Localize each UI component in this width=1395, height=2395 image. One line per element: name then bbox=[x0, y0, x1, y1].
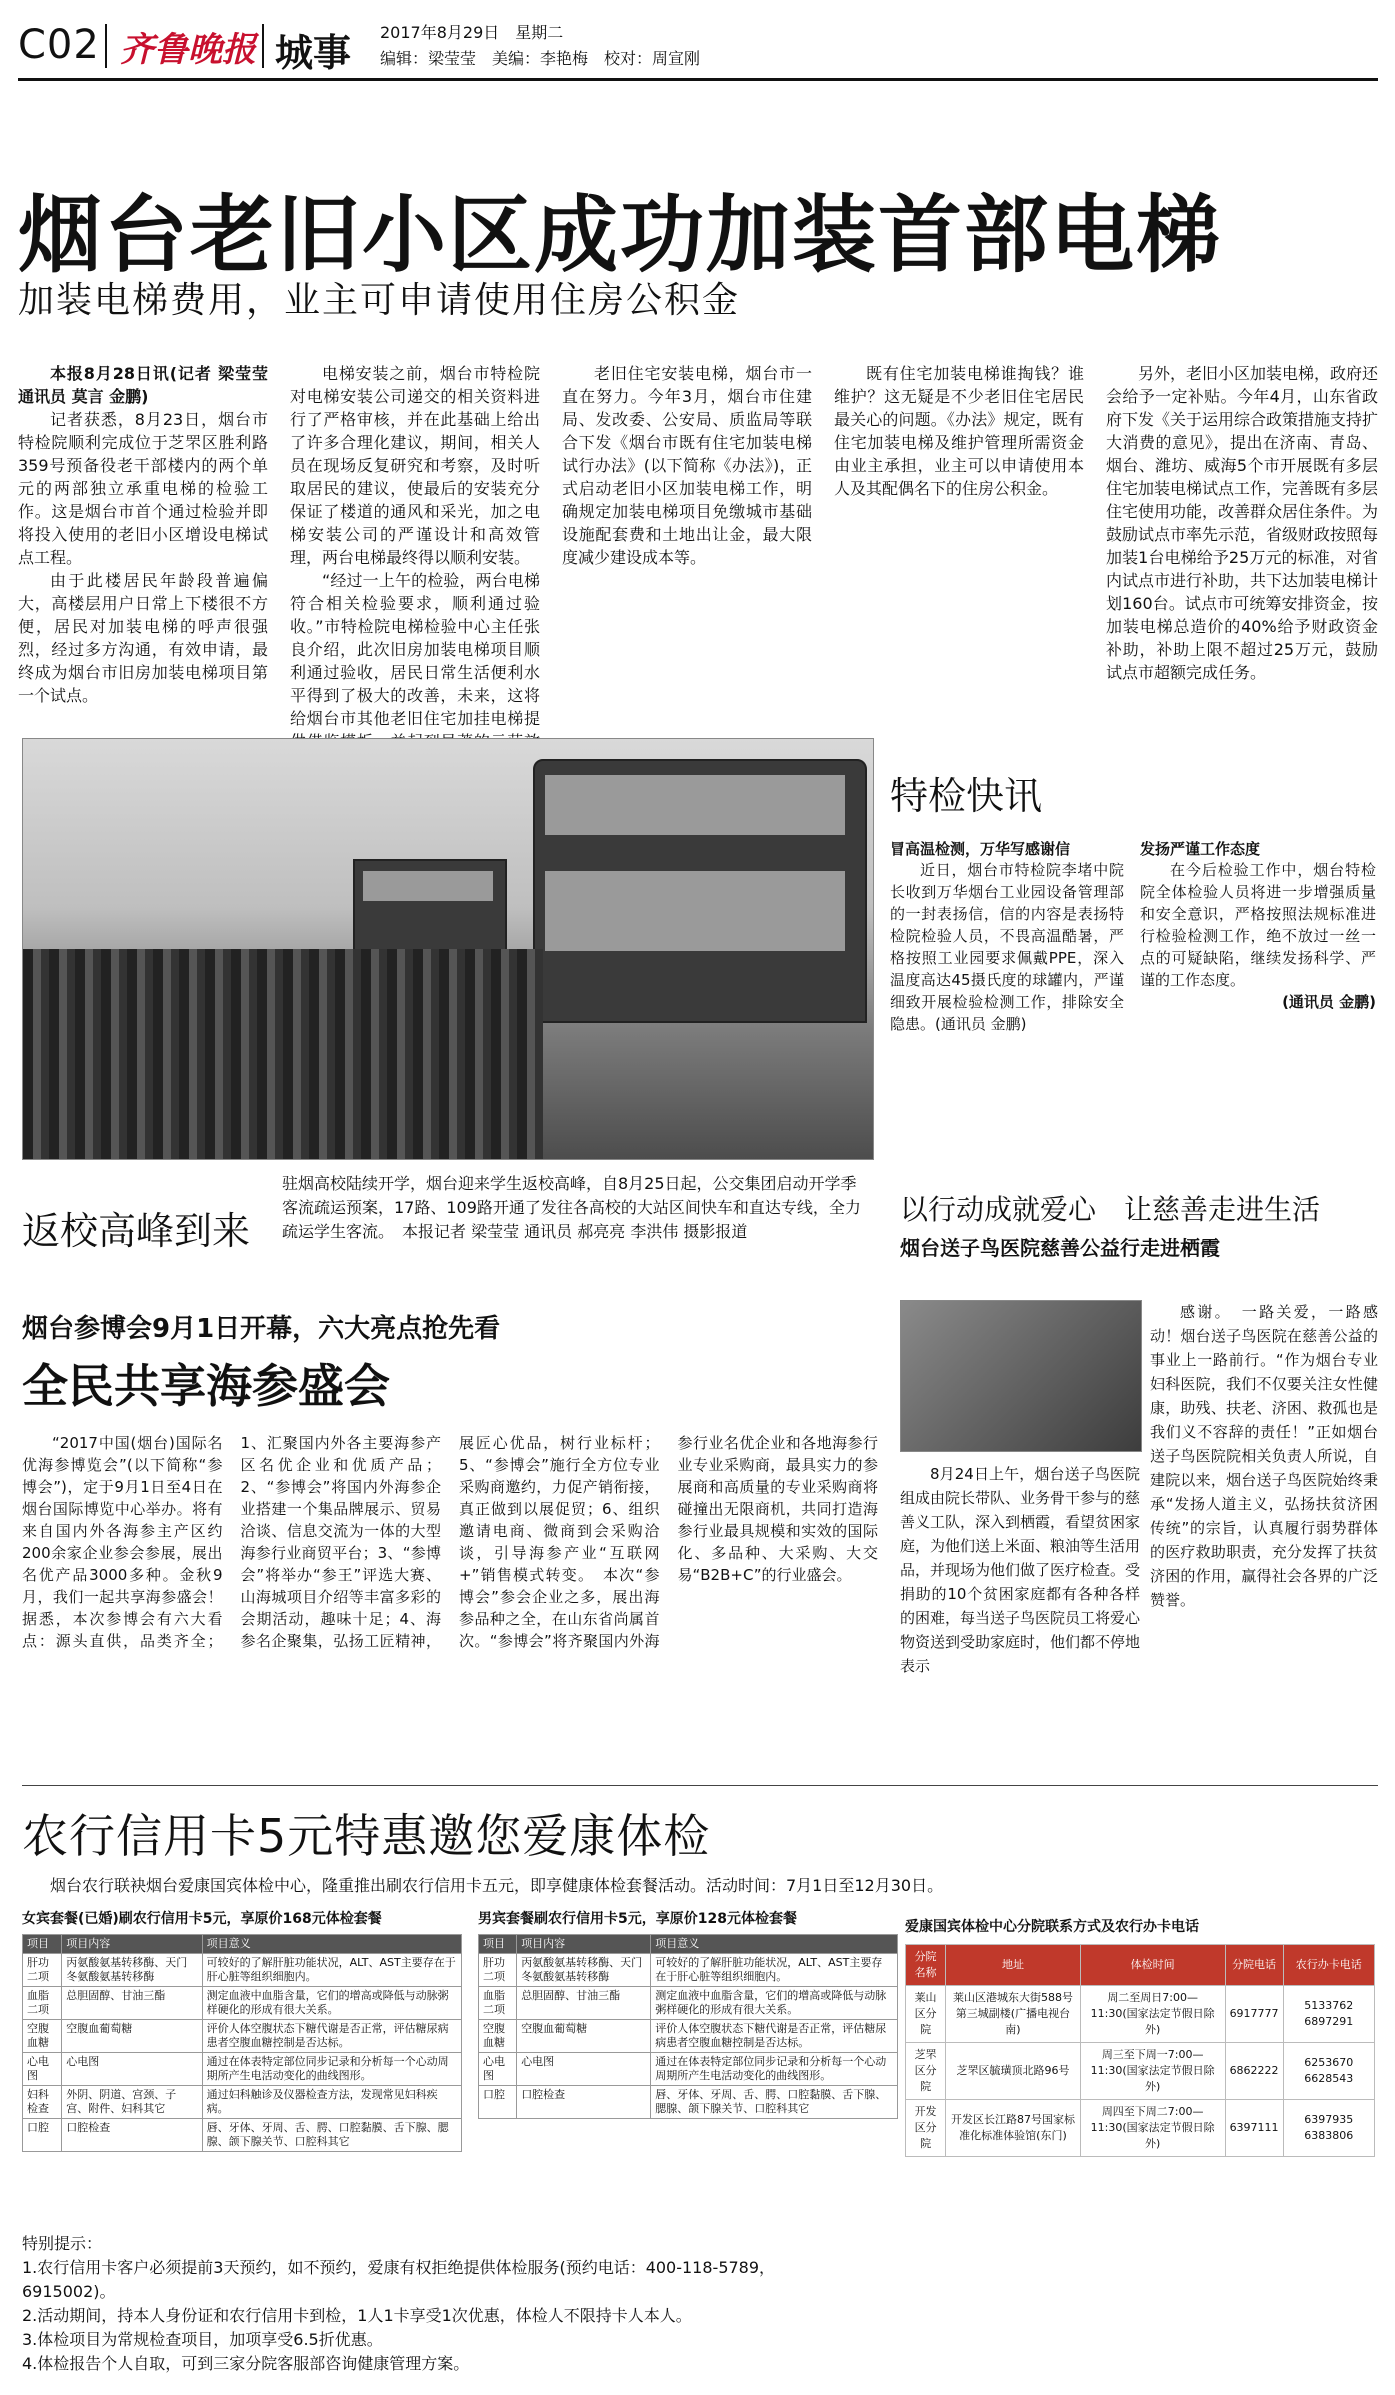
table-cell: 总胆固醇、甘油三酯 bbox=[517, 1987, 651, 2020]
express-item-1 bbox=[890, 838, 1124, 1035]
table-cell: 心电图 bbox=[23, 2053, 62, 2086]
page-number: C02 bbox=[18, 22, 100, 68]
table-cell: 口腔检查 bbox=[517, 2086, 651, 2119]
table-row bbox=[906, 2043, 1375, 2100]
table-cell: 口腔检查 bbox=[62, 2119, 202, 2152]
table-cell: 周三至下周一7:00—11:30(国家法定节假日除外) bbox=[1080, 2043, 1225, 2100]
lead-column-3 bbox=[562, 362, 812, 710]
express-paragraph: 在今后检验工作中，烟台特检院全体检验人员将进一步增强质量和安全意识，严格按照法规标准进行检验检测工作，绝不放过一丝一点的可疑缺陷，继续发扬科学、严谨的工作态度。 bbox=[1140, 861, 1376, 989]
editor-credits: 编辑：梁莹莹 美编：李艳梅 校对：周宣刚 bbox=[380, 49, 701, 68]
section-name: 城事 bbox=[275, 31, 352, 75]
contact-table bbox=[905, 1944, 1375, 2157]
photo-caption: 驻烟高校陆续开学，烟台迎来学生返校高峰，自8月25日起，公交集团启动开学季客流疏运预案，17路、109路开通了发往各高校的大站区间快车和直达专线，全力疏运学生客流。 本报记者 梁莹莹 通讯员 郝亮亮 李洪伟 摄影报道 bbox=[282, 1174, 861, 1241]
table-cell: 心电图 bbox=[62, 2053, 202, 2086]
expo-body bbox=[22, 1432, 878, 1772]
table-cell: 周二至周日7:00—11:30(国家法定节假日除外) bbox=[1080, 1986, 1225, 2043]
table-cell: 测定血液中血脂含量，它们的增高或降低与动脉粥样硬化的形成有很大关系。 bbox=[651, 1987, 898, 2020]
table-cell: 空腹血葡萄糖 bbox=[517, 2020, 651, 2053]
note-line: 6915002)。 bbox=[22, 2282, 116, 2301]
table-header: 项目 bbox=[23, 1935, 62, 1954]
lead-column-5 bbox=[1106, 362, 1378, 710]
contact-title: 爱康国宾体检中心分院联系方式及农行办卡电话 bbox=[905, 1919, 1199, 1935]
table-cell: 评价人体空腹状态下糖代谢是否正常，评估糖尿病患者空腹血糖控制是否达标。 bbox=[651, 2020, 898, 2053]
note-line: 3.体检项目为常规检查项目，加项享受6.5折优惠。 bbox=[22, 2330, 383, 2349]
issue-date: 2017年8月29日 星期二 bbox=[380, 23, 564, 42]
masthead-rule bbox=[18, 78, 1378, 81]
table-header: 项目意义 bbox=[651, 1935, 898, 1954]
table-header: 项目意义 bbox=[202, 1935, 461, 1954]
table-cell: 空腹血葡萄糖 bbox=[62, 2020, 202, 2053]
table-row bbox=[479, 2086, 898, 2119]
table-row bbox=[479, 2053, 898, 2086]
masthead-divider bbox=[262, 24, 264, 68]
lead-subhead: 加装电梯费用，业主可申请使用住房公积金 bbox=[18, 280, 741, 321]
charity-subhead: 烟台送子鸟医院慈善公益行走进栖霞 bbox=[900, 1236, 1220, 1260]
table-cell: 6917777 bbox=[1225, 1986, 1283, 2043]
table-cell: 血脂二项 bbox=[479, 1987, 517, 2020]
masthead-meta bbox=[380, 20, 700, 72]
table-header: 项目 bbox=[479, 1935, 517, 1954]
table-row bbox=[23, 1954, 462, 1987]
contact-box bbox=[905, 1916, 1375, 2157]
table-cell: 6862222 bbox=[1225, 2043, 1283, 2100]
express-item-head: 冒高温检测，万华写感谢信 bbox=[890, 840, 1071, 858]
photo-story-title: 返校高峰到来 bbox=[22, 1209, 251, 1253]
lead-dateline: 本报8月28日讯(记者 梁莹莹 通讯员 莫言 金鹏) bbox=[18, 364, 268, 406]
charity-paragraph: 感谢。 一路关爱，一路感动！烟台送子鸟医院在慈善公益的事业上一路前行。“作为烟台专业妇科医院，我们不仅要关注女性健康，助残、扶老、济困、救孤也是我们义不容辞的责任！”正如烟台送子鸟医院院相关负责人所说，自建院以来，烟台送子鸟医院始终秉承“发扬人道主义，弘扬扶贫济困传统”的宗旨，认真履行弱势群体的医疗救助职责，充分发挥了扶贫济困的作用，赢得社会各界的广泛赞誉。 bbox=[1150, 1303, 1378, 1609]
lead-paragraph: 既有住宅加装电梯谁掏钱？谁维护？这无疑是不少老旧住宅居民最关心的问题。《办法》规定，既有住宅加装电梯及维护管理所需资金由业主承担，业主可以申请使用本人及其配偶名下的住房公积金。 bbox=[834, 364, 1084, 498]
male-package-title: 男宾套餐刷农行信用卡5元，享原价128元体检套餐 bbox=[478, 1911, 797, 1927]
female-package-title: 女宾套餐(已婚)刷农行信用卡5元，享原价168元体检套餐 bbox=[22, 1911, 382, 1927]
table-cell: 可较好的了解肝脏功能状况，ALT、AST主要存在于肝心脏等组织细胞内。 bbox=[651, 1954, 898, 1987]
express-item-body bbox=[890, 859, 1124, 1035]
ad-headline: 农行信用卡5元特惠邀您爱康体检 bbox=[22, 1809, 711, 1863]
male-package bbox=[478, 1908, 898, 2119]
lead-paragraph: 由于此楼居民年龄段普遍偏大，高楼层用户日常上下楼很不方便，居民对加装电梯的呼声很强烈，经过多方沟通，有效申请，最终成为烟台市旧房加装电梯项目第一个试点。 bbox=[18, 571, 268, 705]
table-row bbox=[23, 2053, 462, 2086]
table-cell: 丙氨酸氨基转移酶、天门冬氨酸氨基转移酶 bbox=[517, 1954, 651, 1987]
table-cell: 开发区分院 bbox=[906, 2100, 946, 2157]
table-cell: 评价人体空腹状态下糖代谢是否正常，评估糖尿病患者空腹血糖控制是否达标。 bbox=[202, 2020, 461, 2053]
charity-headline: 以行动成就爱心 让慈善走进生活 bbox=[900, 1193, 1321, 1226]
lead-column-2 bbox=[290, 362, 540, 728]
male-package-table bbox=[478, 1934, 898, 2119]
table-cell: 总胆固醇、甘油三酯 bbox=[62, 1987, 202, 2020]
notes-title: 特别提示： bbox=[22, 2234, 103, 2253]
newspaper-logo: 齐鲁晚报 bbox=[120, 30, 256, 70]
table-row bbox=[479, 1987, 898, 2020]
table-cell: 5133762 6897291 bbox=[1283, 1986, 1374, 2043]
express-item-head: 发扬严谨工作态度 bbox=[1140, 840, 1261, 858]
note-line: 2.活动期间，持本人身份证和农行信用卡到检，1人1卡享受1次优惠，体检人不限持卡人本人。 bbox=[22, 2306, 692, 2325]
table-header: 分院名称 bbox=[906, 1945, 946, 1986]
table-cell: 肝功二项 bbox=[23, 1954, 62, 1987]
table-cell: 肝功二项 bbox=[479, 1954, 517, 1987]
table-row bbox=[479, 1954, 898, 1987]
table-row bbox=[23, 2119, 462, 2152]
table-cell: 芝罘区分院 bbox=[906, 2043, 946, 2100]
table-cell: 测定血液中血脂含量，它们的增高或降低与动脉粥样硬化的形成有很大关系。 bbox=[202, 1987, 461, 2020]
table-cell: 莱山区分院 bbox=[906, 1986, 946, 2043]
table-cell: 周四至下周二7:00—11:30(国家法定节假日除外) bbox=[1080, 2100, 1225, 2157]
expo-headline: 全民共享海参盛会 bbox=[22, 1359, 390, 1413]
table-cell: 口腔 bbox=[479, 2086, 517, 2119]
table-cell: 芝罘区毓璜顶北路96号 bbox=[946, 2043, 1081, 2100]
lead-paragraph: 电梯安装之前，烟台市特检院对电梯安装公司递交的相关资料进行了严格审核，并在此基础上给出了许多合理化建议，期间，相关人员在现场反复研究和考察，及时听取居民的建议，使最后的安装充分保证了楼道的通风和采光，加之电梯安装公司的严谨设计和高效管理，两台电梯最终得以顺利安装。 bbox=[290, 364, 540, 567]
table-cell: 6253670 6628543 bbox=[1283, 2043, 1374, 2100]
table-cell: 外阴、阴道、宫颈、子宫、附件、妇科其它 bbox=[62, 2086, 202, 2119]
bus-shape bbox=[533, 759, 867, 1023]
table-cell: 开发区长江路87号国家标准化标准体验馆(东门) bbox=[946, 2100, 1081, 2157]
crowd-shape bbox=[23, 949, 543, 1159]
lead-column-4 bbox=[834, 362, 1084, 710]
table-cell: 6397935 6383806 bbox=[1283, 2100, 1374, 2157]
charity-column-left bbox=[900, 1462, 1140, 1770]
table-cell: 心电图 bbox=[479, 2053, 517, 2086]
express-paragraph: 近日，烟台市特检院李堵中院长收到万华烟台工业园设备管理部的一封表扬信，信的内容是表扬特检院检验人员，不畏高温酷暑，严格按照工业园要求佩戴PPE，深入温度高达45摄氏度的球罐内，严谨细致开展检验检测工作，排除安全隐患。(通讯员 金鹏) bbox=[890, 861, 1124, 1033]
lead-paragraph: 记者获悉，8月23日，烟台市特检院顺利完成位于芝罘区胜利路359号预备役老干部楼内的两个单元的两部独立承重电梯的检验工作。这是烟台市首个通过检验并即将投入使用的老旧小区增设电梯试点工程。 bbox=[18, 410, 268, 567]
express-item-body bbox=[1140, 859, 1376, 991]
table-cell: 口腔 bbox=[23, 2119, 62, 2152]
lead-paragraph: 另外，老旧小区加装电梯，政府还会给予一定补贴。今年4月，山东省政府下发《关于运用综合政策措施支持扩大消费的意见》，提出在济南、青岛、烟台、潍坊、威海5个市开展既有多层住宅加装电梯试点工作，完善既有多层住宅使用功能，改善群众居住条件。为鼓励试点市率先示范，省级财政按照每加装1台电梯给予25万元的标准，对省内试点市进行补助，共下达加装电梯计划160台。试点市可统筹安排资金，按加装电梯总造价的40%给予财政资金补助，补助上限不超过25万元，鼓励试点市超额完成任务。 bbox=[1106, 364, 1379, 682]
table-header: 农行办卡电话 bbox=[1283, 1945, 1374, 1986]
table-cell: 妇科检查 bbox=[23, 2086, 62, 2119]
table-row bbox=[23, 2020, 462, 2053]
table-header: 项目内容 bbox=[62, 1935, 202, 1954]
charity-paragraph: 8月24日上午，烟台送子鸟医院组成由院长带队、业务骨干参与的慈善义工队，深入到栖霞，看望贫困家庭，为他们送上米面、粮油等生活用品，并现场为他们做了医疗检查。受捐助的10个贫困家庭都有各种各样的困难，每当送子鸟医院员工将爱心物资送到受助家庭时，他们都不停地表示 bbox=[900, 1465, 1141, 1675]
lead-paragraph: 老旧住宅安装电梯，烟台市一直在努力。今年3月，烟台市住建局、发改委、公安局、质监局等联合下发《烟台市既有住宅加装电梯试行办法》(以下简称《办法》)，正式启动老旧小区加装电梯工作，明确规定加装电梯项目免缴城市基础设施配套费和土地出让金，最大限度减少建设成本等。 bbox=[562, 364, 812, 567]
lead-paragraph: “经过一上午的检验，两台电梯符合相关检验要求，顺利通过验收。”市特检院电梯检验中心主任张良介绍，此次旧房加装电梯项目顺利通过验收，居民日常生活便利水平得到了极大的改善，未来，这将给烟台市其他老旧住宅加挂电梯提 bbox=[290, 571, 540, 728]
express-byline: (通讯员 金鹏) bbox=[1282, 993, 1376, 1011]
table-row bbox=[23, 1987, 462, 2020]
ad-intro: 烟台农行联袂烟台爱康国宾体检中心，隆重推出刷农行信用卡五元，即享健康体检套餐活动。活动时间：7月1日至12月30日。 bbox=[50, 1876, 944, 1895]
charity-photo bbox=[900, 1300, 1142, 1452]
note-line: 4.体检报告个人自取，可到三家分院客服部咨询健康管理方案。 bbox=[22, 2354, 470, 2373]
table-cell: 通过妇科触诊及仪器检查方法，发现常见妇科疾病。 bbox=[202, 2086, 461, 2119]
table-cell: 丙氨酸氨基转移酶、天门冬氨酸氨基转移酶 bbox=[62, 1954, 202, 1987]
bus-photo bbox=[22, 738, 874, 1160]
table-cell: 唇、牙体、牙周、舌、腭、口腔黏膜、舌下腺、腮腺、颌下腺关节、口腔科其它 bbox=[651, 2086, 898, 2119]
table-row bbox=[23, 2086, 462, 2119]
table-row bbox=[906, 2100, 1375, 2157]
express-title: 特检快讯 bbox=[890, 774, 1043, 818]
table-header: 分院电话 bbox=[1225, 1945, 1283, 1986]
table-row bbox=[479, 2020, 898, 2053]
expo-paragraph: “2017中国(烟台)国际名优海参博览会”(以下简称“参博会”)，定于9月1日至4日在烟台国际博览中心举办。将有来自国内外各海参主产区约200余家企业参会参展，展出名优产品3000多种。金秋9月，我们一起共享海参盛会！据悉，本次参博会有六大看点：源头直供，品类齐全；1、汇聚国内外各主要海参产区名优企业和优质产品；2、“参博会”将国内外海参企业搭建一个集品牌展示、贸易洽谈、信息交流为一体的大型海参行业商贸平台；3、“参博会”将举办“参王”评选大赛、山海城项目介绍等丰富多彩的会期活动，趣味十足；4、海参名企聚集，弘扬工匠精神，展匠心优品，树行业标杆；5、“参博会”施行全方位专业采购商邀约，力促产销衔接，真正做到以展促贸；6、组织邀请电商、微商到会采购洽谈，引导海参产业“互联网+”销售模式转变。 本次“参博会”参会企业之多，展出海参品种之全，在山东省尚属首次。“参博会”将齐聚国内外海参行业名优企业和各地海参行业专业采购商，最具实力的参展商和高质量的专业采购商将碰撞出无限商机，共同打造海参行业最具规模和实效的国际化、多品种、大采购、大交易“B2B+C”的行业盛会。 bbox=[22, 1434, 878, 1650]
female-package bbox=[22, 1908, 462, 2152]
table-cell: 通过在体表特定部位同步记录和分析每一个心动周期所产生电活动变化的曲线图形。 bbox=[202, 2053, 461, 2086]
table-cell: 空腹血糖 bbox=[23, 2020, 62, 2053]
table-header: 地址 bbox=[946, 1945, 1081, 1986]
table-cell: 唇、牙体、牙周、舌、腭、口腔黏膜、舌下腺、腮腺、颌下腺关节、口腔科其它 bbox=[202, 2119, 461, 2152]
note-line: 1.农行信用卡客户必须提前3天预约，如不预约，爱康有权拒绝提供体检服务(预约电话：400-118-5789， bbox=[22, 2258, 776, 2277]
table-row bbox=[906, 1986, 1375, 2043]
table-header: 项目内容 bbox=[517, 1935, 651, 1954]
express-item-2 bbox=[1140, 838, 1376, 1012]
section-divider bbox=[22, 1785, 1378, 1786]
table-cell: 6397111 bbox=[1225, 2100, 1283, 2157]
table-cell: 可较好的了解肝脏功能状况，ALT、AST主要存在于肝心脏等组织细胞内。 bbox=[202, 1954, 461, 1987]
lead-headline: 烟台老旧小区成功加装首部电梯 bbox=[18, 186, 1223, 284]
special-notes bbox=[22, 2232, 775, 2376]
table-cell: 通过在体表特定部位同步记录和分析每一个心动周期所产生电活动变化的曲线图形。 bbox=[651, 2053, 898, 2086]
charity-column-right bbox=[1150, 1300, 1378, 1770]
table-cell: 空腹血糖 bbox=[479, 2020, 517, 2053]
masthead-divider bbox=[105, 24, 107, 68]
lead-column-1 bbox=[18, 362, 268, 710]
table-header: 体检时间 bbox=[1080, 1945, 1225, 1986]
table-cell: 心电图 bbox=[517, 2053, 651, 2086]
table-cell: 血脂二项 bbox=[23, 1987, 62, 2020]
expo-kicker: 烟台参博会9月1日开幕，六大亮点抢先看 bbox=[22, 1314, 501, 1344]
female-package-table bbox=[22, 1934, 462, 2152]
table-cell: 莱山区港城东大街588号第三城副楼(广播电视台南) bbox=[946, 1986, 1081, 2043]
